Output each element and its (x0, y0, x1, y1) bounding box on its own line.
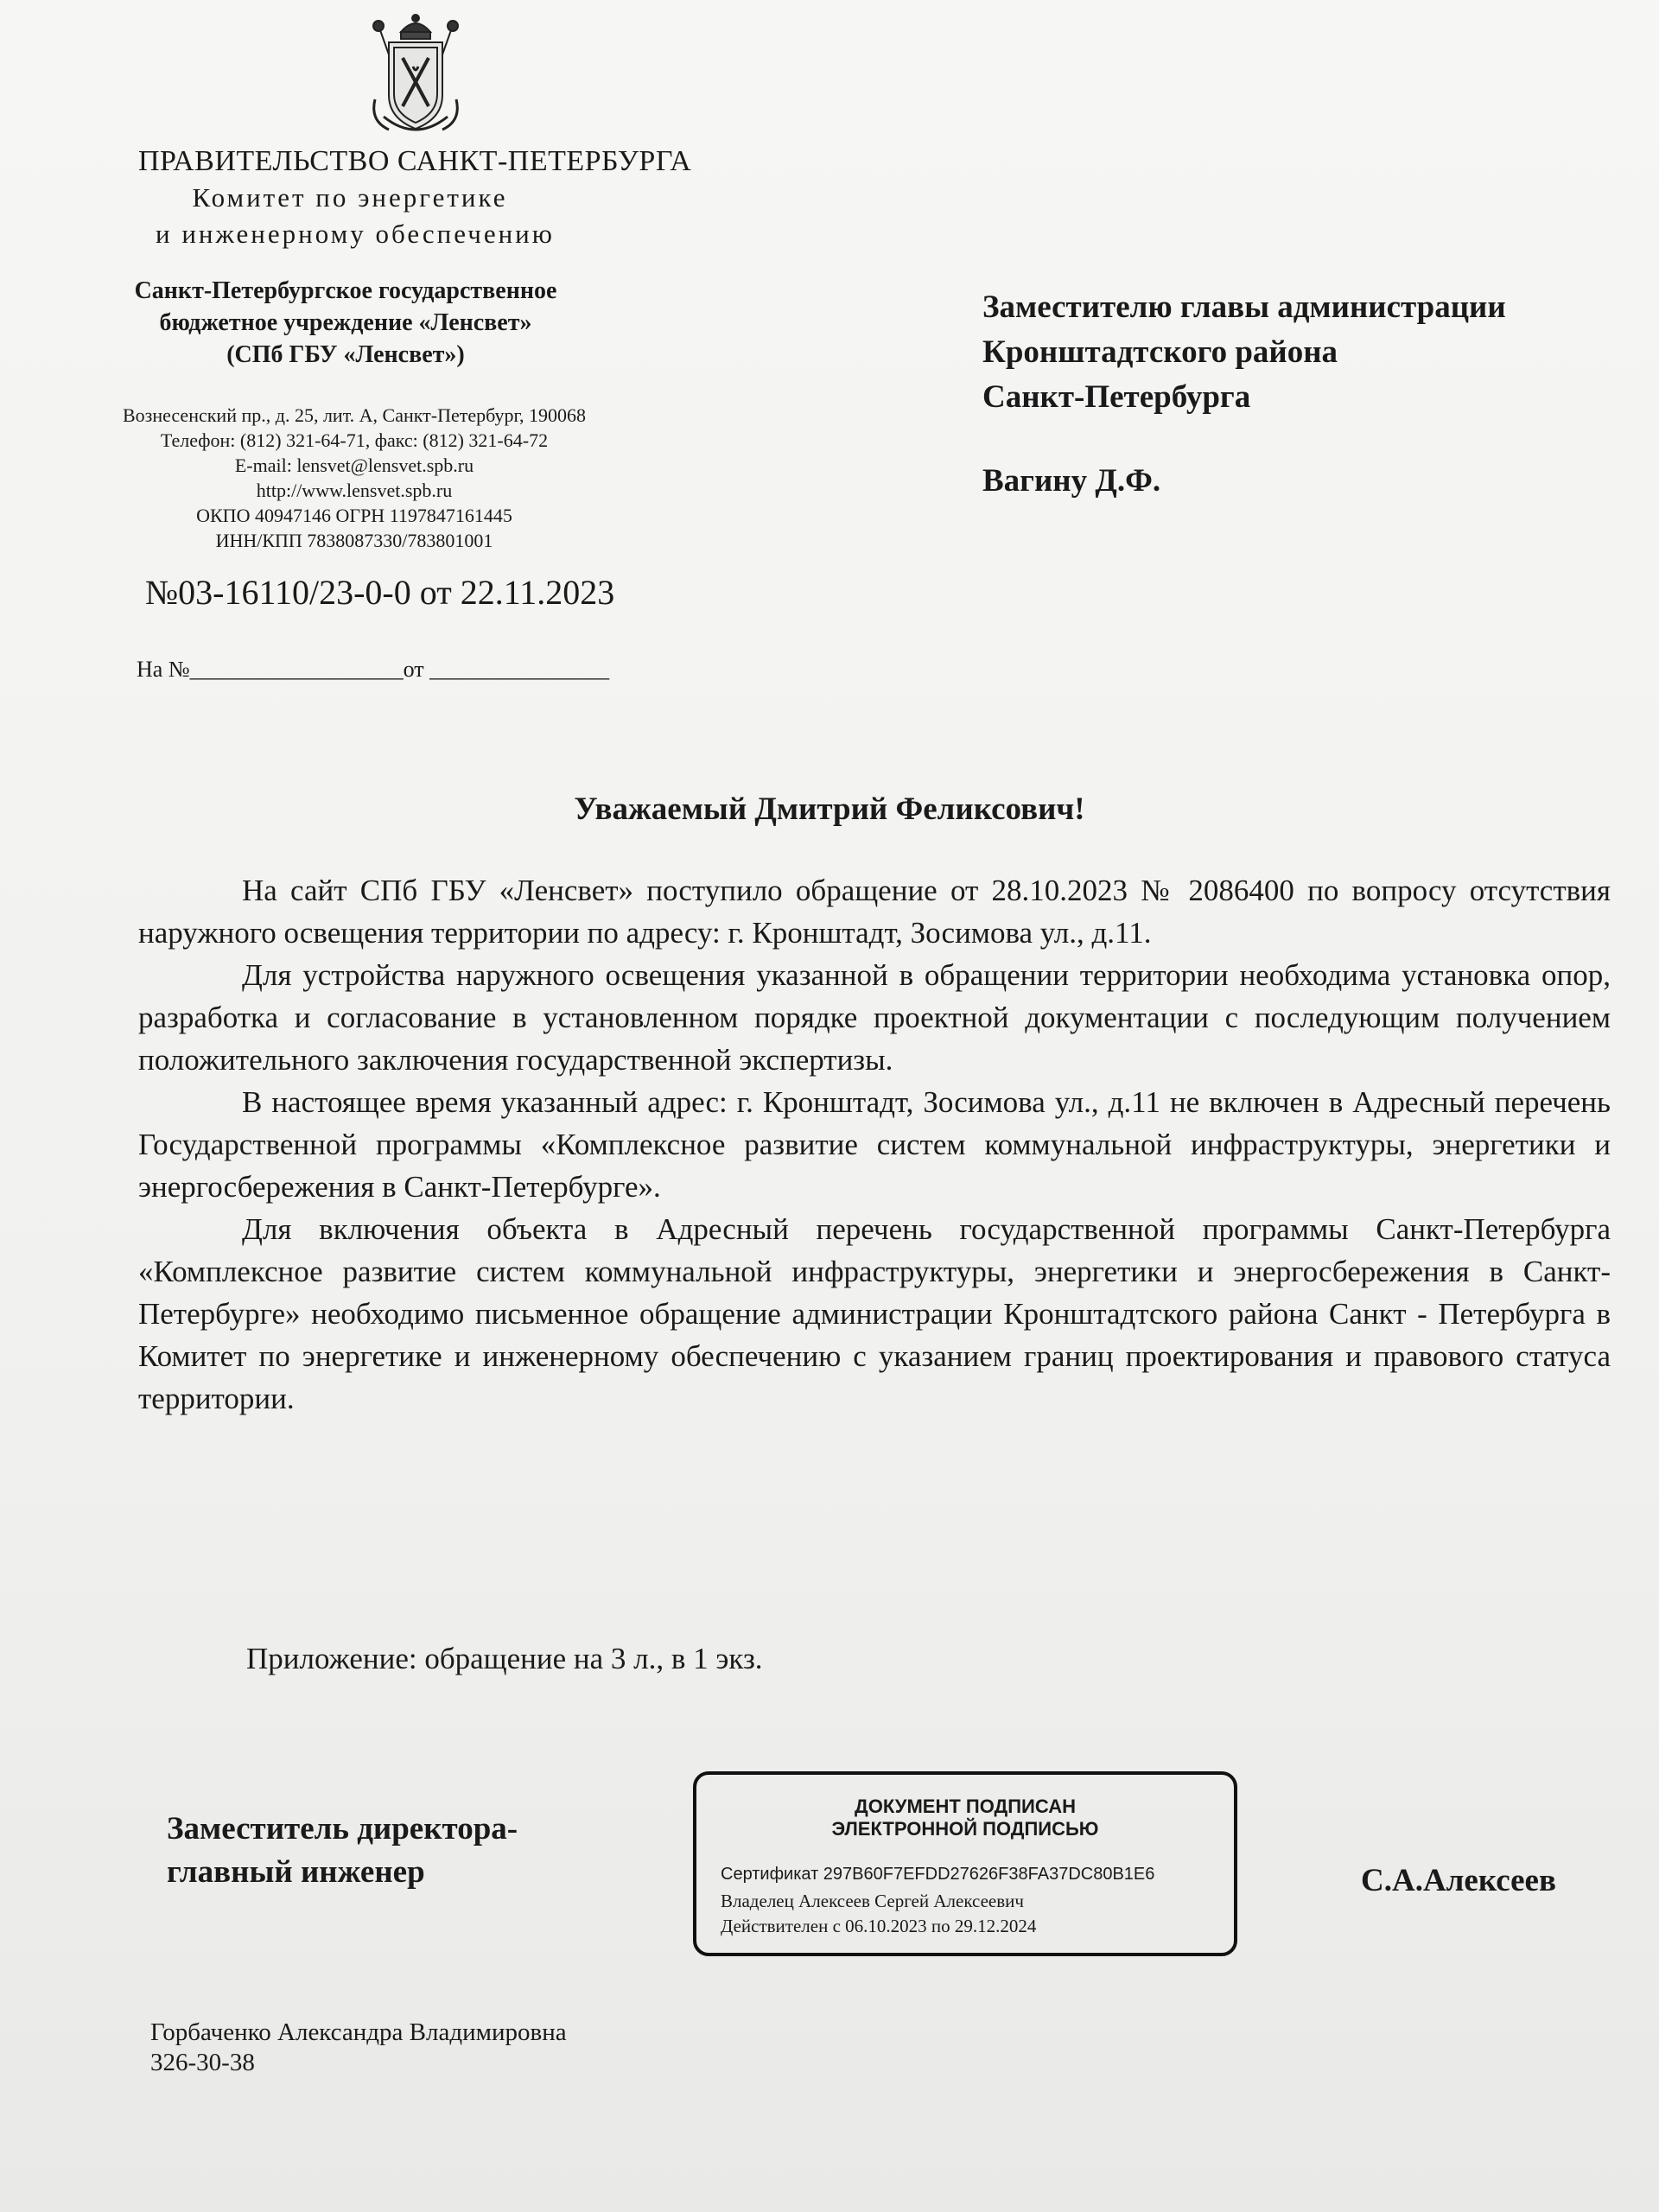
signer-name: С.А.Алексеев (1361, 1863, 1556, 1898)
addressee-line-2: Кронштадтского района (982, 334, 1338, 370)
executor-phone: 326-30-38 (150, 2049, 255, 2076)
addressee-name: Вагину Д.Ф. (982, 463, 1161, 499)
letter-body (138, 869, 1611, 1420)
addressee-line-1: Заместителю главы администрации (982, 289, 1506, 325)
electronic-signature-stamp (693, 1771, 1237, 1956)
org-line-1: Санкт-Петербургское государственное (134, 277, 557, 304)
org-inn-kpp: ИНН/КПП 7838087330/783801001 (215, 530, 493, 551)
attachment-note: Приложение: обращение на 3 л., в 1 экз. (246, 1642, 763, 1675)
org-email: E-mail: lensvet@lensvet.spb.ru (234, 454, 474, 476)
executor-block (150, 2018, 567, 2078)
greeting: Уважаемый Дмитрий Феликсович! (574, 791, 1085, 827)
addressee-block (982, 285, 1506, 420)
committee-line-1: Комитет по энергетике (192, 182, 508, 213)
stamp-title-line-1: ДОКУМЕНТ ПОДПИСАН (855, 1796, 1076, 1817)
body-paragraph-4: Для включения объекта в Адресный перечень государственной программы Санкт-Петербурга «Комплексное развитие систем коммунальной инфраструктуры, энергетики и энергосбережения в Санкт-Петербурге» необходимо письменное обращение администрации Кронштадтского района Санкт - Петербурга в Комитет по энергетике и инженерному обеспечению с указанием границ проектирования и правового статуса территории. (138, 1212, 1611, 1415)
org-phone: Телефон: (812) 321-64-71, факс: (812) 321-64-72 (160, 429, 549, 451)
signer-title-line-1: Заместитель директора- (167, 1811, 518, 1847)
body-paragraph-2: Для устройства наружного освещения указанной в обращении территории необходима установка опор, разработка и согласование в установленном порядке проектной документации с последующим получением положительного заключения государственной экспертизы. (138, 958, 1611, 1077)
committee-line-2: и инженерному обеспечению (156, 219, 555, 249)
signer-title-line-2: главный инженер (167, 1854, 425, 1890)
committee-name (156, 180, 555, 252)
stamp-title (696, 1796, 1234, 1840)
org-website: http://www.lensvet.spb.ru (256, 480, 453, 501)
executor-name: Горбаченко Александра Владимировна (150, 2018, 567, 2046)
stamp-certificate: Сертификат 297B60F7EFDD27626F38FA37DC80B1E6 (721, 1865, 1155, 1884)
addressee-line-3: Санкт-Петербурга (982, 379, 1251, 415)
outgoing-number: №03-16110/23-0-0 от 22.11.2023 (145, 573, 615, 612)
coat-of-arms-emblem (363, 13, 468, 138)
organization-requisites (121, 403, 588, 553)
stamp-owner: Владелец Алексеев Сергей Алексеевич (721, 1891, 1024, 1911)
government-name: ПРАВИТЕЛЬСТВО САНКТ-ПЕТЕРБУРГА (138, 145, 692, 177)
signer-title (167, 1808, 518, 1894)
body-paragraph-1: На сайт СПб ГБУ «Ленсвет» поступило обращение от 28.10.2023 № 2086400 по вопросу отсутствия наружного освещения территории по адресу: г. Кронштадт, Зосимова ул., д.11. (138, 874, 1611, 950)
org-okpo-ogrn: ОКПО 40947146 ОГРН 1197847161445 (196, 505, 512, 526)
org-line-3: (СПб ГБУ «Ленсвет») (226, 341, 465, 368)
body-paragraph-3: В настоящее время указанный адрес: г. Кронштадт, Зосимова ул., д.11 не включен в Адресный перечень Государственной программы «Комплексное развитие систем коммунальной инфраструктуры, энергетики и энергосбережения в Санкт-Петербурге». (138, 1085, 1611, 1204)
stamp-validity: Действителен с 06.10.2023 по 29.12.2024 (721, 1916, 1037, 1936)
organization-name (130, 275, 562, 371)
incoming-reference: На №___________________от ________________ (137, 657, 610, 682)
org-address: Вознесенский пр., д. 25, лит. А, Санкт-Петербург, 190068 (122, 404, 587, 426)
org-line-2: бюджетное учреждение «Ленсвет» (159, 309, 532, 336)
stamp-title-line-2: ЭЛЕКТРОННОЙ ПОДПИСЬЮ (831, 1818, 1099, 1840)
